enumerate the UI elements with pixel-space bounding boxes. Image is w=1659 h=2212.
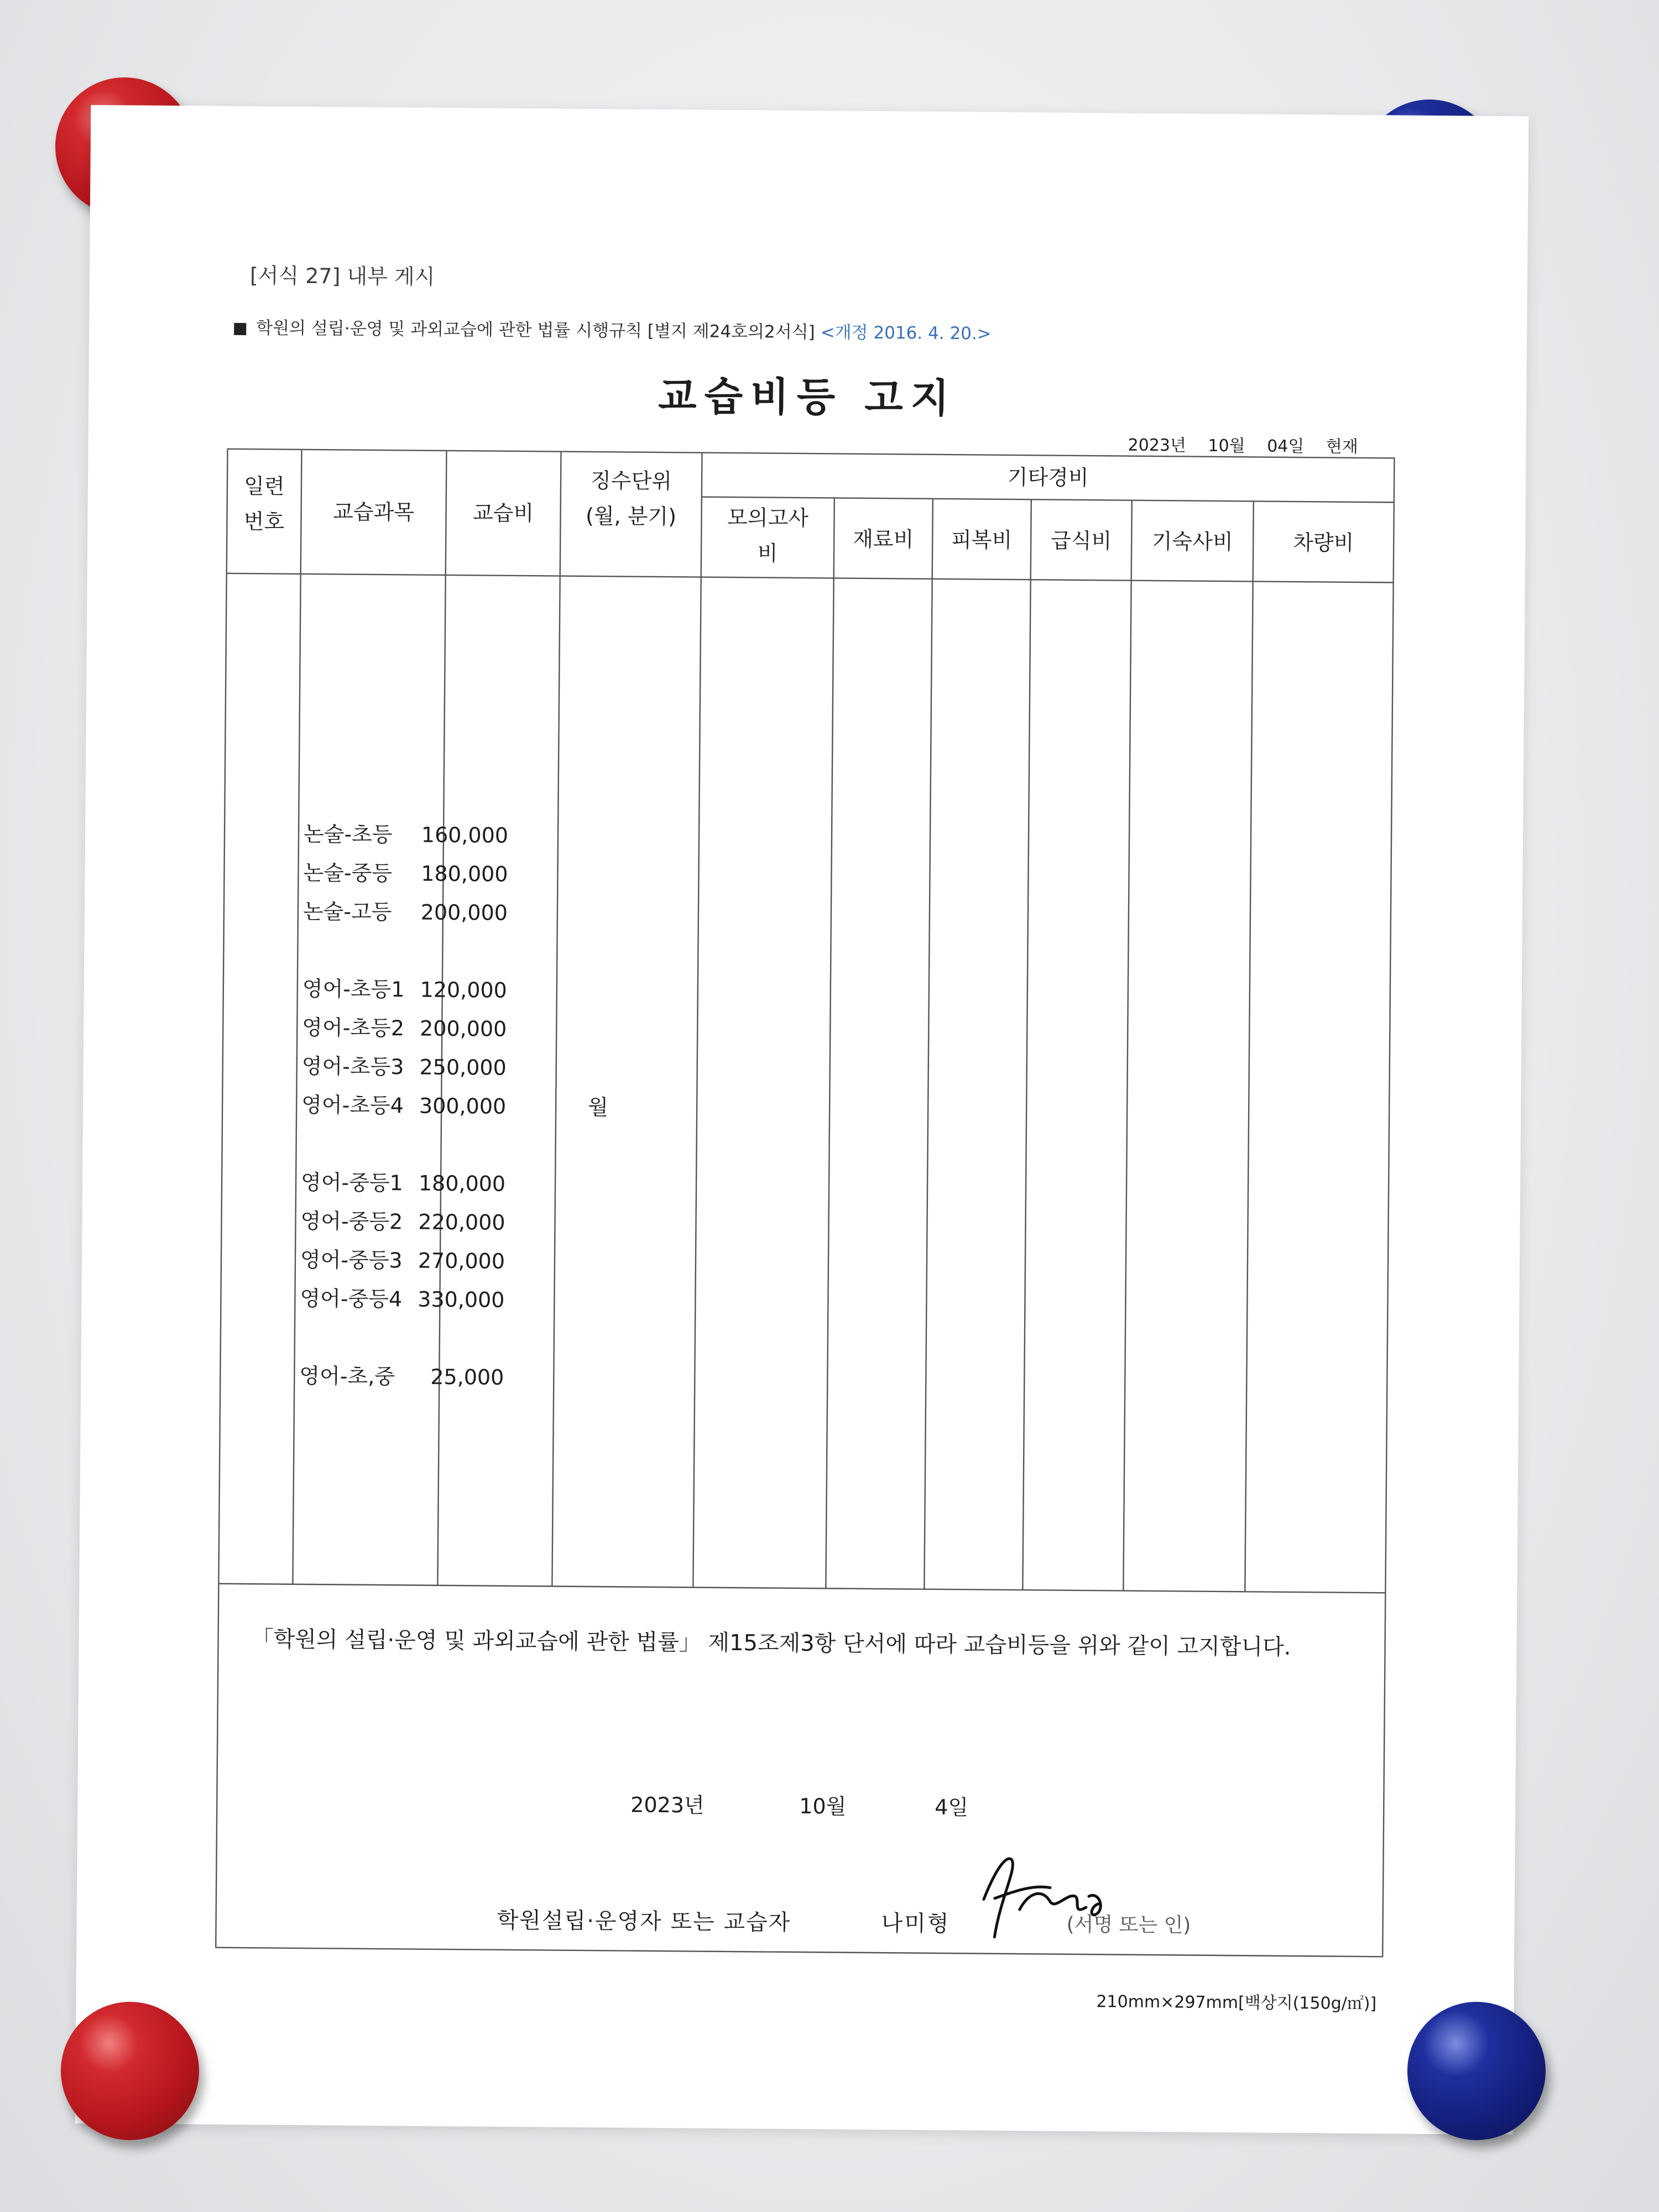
notice-text: 「학원의 설립·운영 및 과외교습에 관한 법률」 제15조제3항 단서에 따라 교습비등을 위와 같이 고지합니다.	[251, 1626, 1291, 1660]
table-row-subject: 영어-중등2	[300, 1208, 403, 1234]
header-meals: 급식비	[1051, 528, 1112, 554]
table-row-fee: 300,000	[419, 1093, 507, 1119]
table-row-subject: 영어-중등3	[300, 1247, 403, 1273]
paper-size-spec: 210mm×297mm[백상지(150g/㎡)]	[1096, 1992, 1377, 2014]
fee-notice-document	[75, 105, 1529, 2135]
header-materials: 재료비	[853, 526, 914, 552]
table-row-fee: 250,000	[419, 1055, 507, 1080]
signer-name: 나미형	[881, 1911, 951, 1937]
table-row-fee: 220,000	[418, 1209, 505, 1235]
table-row-subject: 영어-초등4	[301, 1092, 404, 1118]
table-row-subject: 영어-중등4	[300, 1286, 403, 1312]
body-bottom-line	[218, 1584, 1385, 1593]
document-title: 교습비등 고지	[658, 372, 957, 422]
table-row-fee: 120,000	[420, 977, 507, 1003]
table-row-subject: 영어-초등3	[301, 1053, 404, 1079]
notice-day: 4일	[935, 1794, 969, 1820]
fee-table-grid	[75, 105, 1529, 2135]
header-uniform: 피복비	[951, 528, 1013, 552]
table-row-subject: 영어-초등1	[302, 976, 405, 1002]
table-row-fee: 200,000	[419, 1016, 507, 1041]
header-collection-unit: 징수단위 (월, 분기)	[585, 468, 677, 529]
header-other-expenses: 기타경비	[1007, 465, 1089, 491]
header-serial-number: 일련 번호	[243, 474, 285, 534]
table-row-fee: 180,000	[418, 1171, 506, 1196]
header-subject: 교습과목	[333, 499, 415, 525]
signer-title: 학원설립·운영자 또는 교습자	[497, 1907, 791, 1936]
revision-date: <개정 2016. 4. 20.>	[820, 322, 992, 344]
header-dormitory: 기숙사비	[1151, 529, 1233, 555]
table-row-fee: 270,000	[418, 1248, 505, 1274]
table-row-subject: 영어-초등2	[302, 1015, 405, 1041]
header-divider	[227, 573, 1394, 583]
header-fee: 교습비	[472, 500, 534, 526]
table-row-subject: 논술-중등	[303, 860, 393, 886]
red-magnet-bottom-left	[61, 2002, 199, 2140]
table-row-subject: 논술-고등	[302, 899, 392, 925]
table-row-subject: 영어-초,중	[299, 1363, 395, 1389]
as-of-date: 2023년 10월 04일 현재	[1128, 435, 1358, 457]
table-row-fee: 160,000	[421, 822, 509, 848]
table-row-fee: 330,000	[418, 1287, 505, 1312]
table-row-fee: 200,000	[420, 900, 508, 925]
collection-unit-value: 월	[587, 1094, 609, 1120]
form-number: [서식 27] 내부 게시	[249, 263, 435, 289]
table-row-fee: 25,000	[430, 1364, 504, 1390]
signature-or-seal: (서명 또는 인)	[1066, 1913, 1191, 1937]
header-mock-exam: 모의고사 비	[727, 505, 809, 566]
table-row-fee: 180,000	[421, 861, 508, 886]
table-row-subject: 영어-중등1	[300, 1170, 403, 1196]
table-row-subject: 논술-초등	[303, 821, 393, 847]
notice-month: 10월	[799, 1794, 847, 1819]
blue-magnet-bottom-right	[1407, 2002, 1546, 2140]
header-vehicle: 차량비	[1292, 530, 1354, 555]
law-reference: 학원의 설립·운영 및 과외교습에 관한 법률 시행규칙 [별지 제24호의2서식]	[256, 318, 815, 343]
notice-year: 2023년	[630, 1792, 705, 1818]
